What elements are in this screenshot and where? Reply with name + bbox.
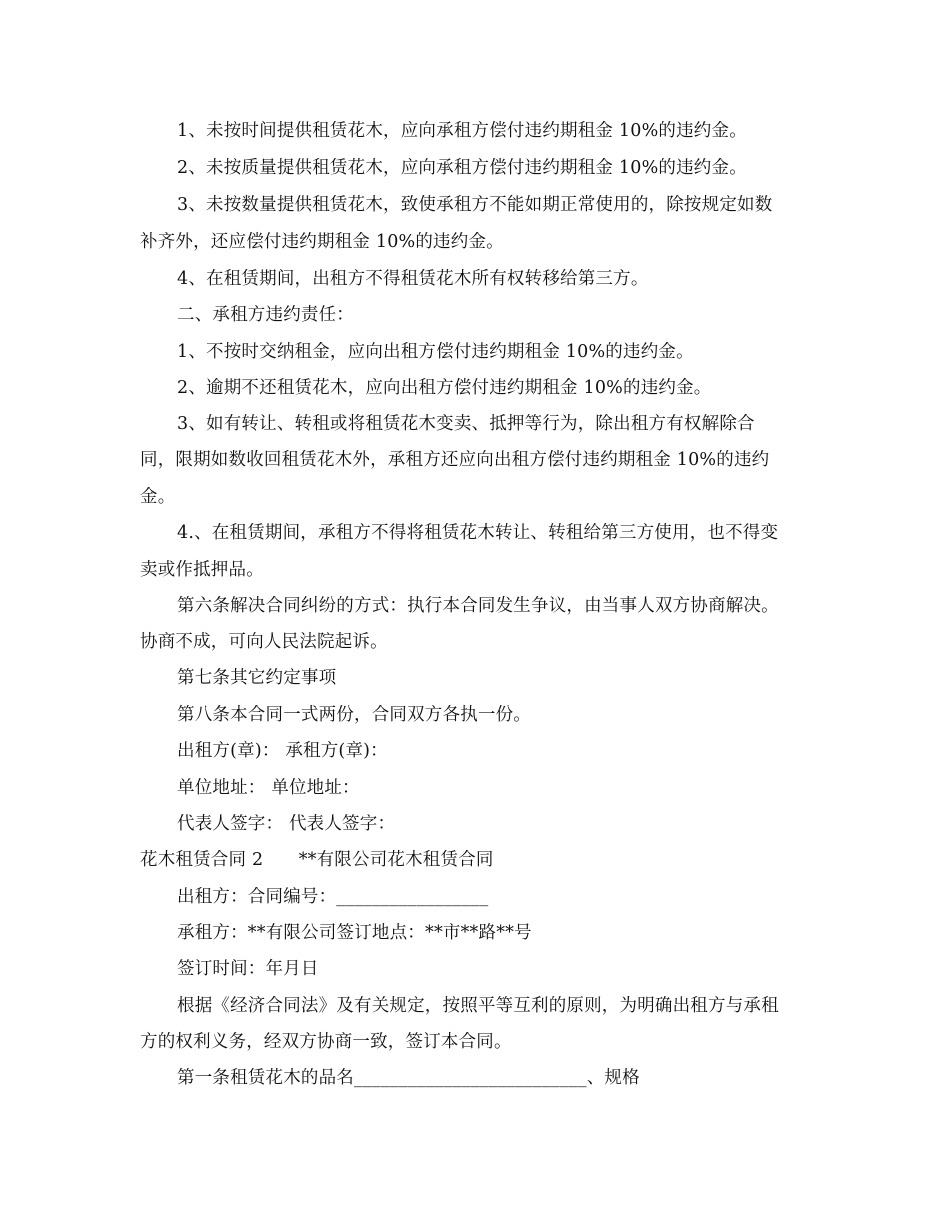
article-line: 第一条租赁花木的品名__________________________、规格 bbox=[177, 1068, 640, 1088]
clause-line: 补齐外，还应偿付违约期租金 10%的违约金。 bbox=[140, 232, 504, 252]
section-heading: 二、承租方违约责任： bbox=[177, 305, 354, 325]
article-line: 第六条解决合同纠纷的方式：执行本合同发生争议，由当事人双方协商解决。 bbox=[177, 596, 779, 616]
clause-line: 同，限期如数收回租赁花木外，承租方还应向出租方偿付违约期租金 10%的违约 bbox=[140, 450, 770, 470]
article-line: 第八条本合同一式两份，合同双方各执一份。 bbox=[177, 705, 531, 725]
clause-line: 4.、在租赁期间，承租方不得将租赁花木转让、转租给第三方使用，也不得变 bbox=[177, 523, 779, 543]
preamble-line: 方的权利义务，经双方协商一致，签订本合同。 bbox=[140, 1032, 512, 1052]
clause-line: 1、不按时交纳租金，应向出租方偿付违约期租金 10%的违约金。 bbox=[177, 342, 694, 362]
preamble-line: 根据《经济合同法》及有关规定，按照平等互利的原则，为明确出租方与承租 bbox=[177, 996, 779, 1016]
clause-line: 2、逾期不还租赁花木，应向出租方偿付违约期租金 10%的违约金。 bbox=[177, 378, 712, 398]
date-line: 签订时间：年月日 bbox=[177, 959, 319, 979]
clause-line: 1、未按时间提供租赁花木，应向承租方偿付违约期租金 10%的违约金。 bbox=[177, 121, 747, 141]
clause-line: 卖或作抵押品。 bbox=[140, 560, 264, 580]
party-line: 承租方：**有限公司签订地点：**市**路**号 bbox=[177, 923, 532, 943]
article-line: 协商不成，可向人民法院起诉。 bbox=[140, 632, 388, 652]
signature-line: 出租方(章)： 承租方(章)： bbox=[177, 741, 388, 761]
article-line: 第七条其它约定事项 bbox=[177, 668, 337, 688]
clause-line: 3、未按数量提供租赁花木，致使承租方不能如期正常使用的，除按规定如数 bbox=[177, 195, 773, 215]
party-line: 出租方：合同编号：_________________ bbox=[177, 887, 489, 907]
clause-line: 金。 bbox=[140, 487, 176, 507]
clause-line: 4、在租赁期间，出租方不得租赁花木所有权转移给第三方。 bbox=[177, 269, 649, 289]
clause-line: 2、未按质量提供租赁花木，应向承租方偿付违约期租金 10%的违约金。 bbox=[177, 158, 747, 178]
contract-title: 花木租赁合同 2 **有限公司花木租赁合同 bbox=[140, 850, 494, 870]
signature-line: 代表人签字： 代表人签字： bbox=[177, 814, 396, 834]
signature-line: 单位地址： 单位地址： bbox=[177, 778, 360, 798]
clause-line: 3、如有转让、转租或将租赁花木变卖、抵押等行为，除出租方有权解除合 bbox=[177, 414, 755, 434]
